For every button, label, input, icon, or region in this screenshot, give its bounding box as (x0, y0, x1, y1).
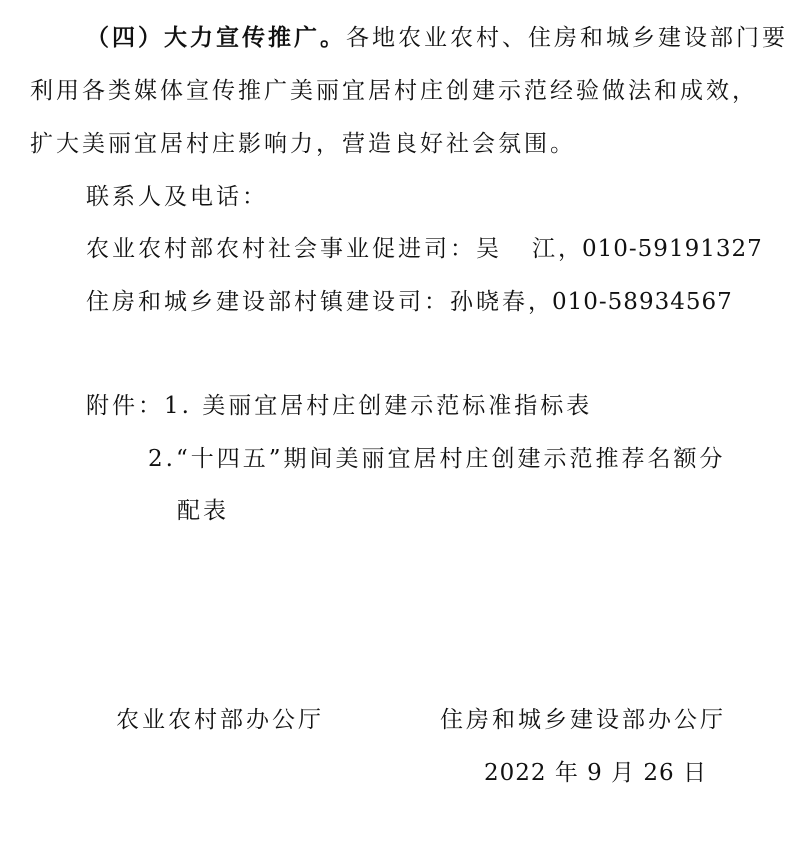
signature-org-2: 住房和城乡建设部办公厅 (440, 707, 726, 733)
contact-dept: 住房和城乡建设部村镇建设司： (86, 289, 450, 315)
contact-item-1 (86, 234, 763, 264)
contact-item-2 (86, 287, 733, 317)
attachment-item-2-line1: 2.“十四五”期间美丽宜居村庄创建示范推荐名额分 (148, 446, 726, 472)
contact-dept: 农业农村部农村社会事业促进司： (86, 236, 476, 262)
contact-name-part2: 江 (532, 236, 558, 262)
contacts-label: 联系人及电话： (86, 184, 268, 210)
contact-phone: ，010-59191327 (558, 236, 763, 262)
section-four-line1-text: 各地农业农村、住房和城乡建设部门要 (346, 25, 788, 51)
section-four-line3: 扩大美丽宜居村庄影响力，营造良好社会氛围。 (30, 131, 576, 157)
signature-org-1: 农业农村部办公厅 (116, 707, 324, 733)
attachment-item-1: 1. 美丽宜居村庄创建示范标准指标表 (164, 393, 593, 419)
attachment-item-2-line2: 配表 (177, 498, 229, 524)
section-four-heading: （四）大力宣传推广。 (86, 24, 346, 51)
section-four-line1 (86, 23, 788, 53)
signature-date: 2022 年 9 月 26 日 (484, 760, 707, 786)
contact-name: 孙晓春 (450, 289, 528, 315)
contact-phone: ，010-58934567 (528, 289, 733, 315)
attachments-label: 附件： (86, 393, 164, 419)
contact-name-part1: 吴 (476, 236, 502, 262)
section-four-line2: 利用各类媒体宣传推广美丽宜居村庄创建示范经验做法和成效， (30, 78, 758, 104)
attachment-line-1 (86, 391, 592, 421)
